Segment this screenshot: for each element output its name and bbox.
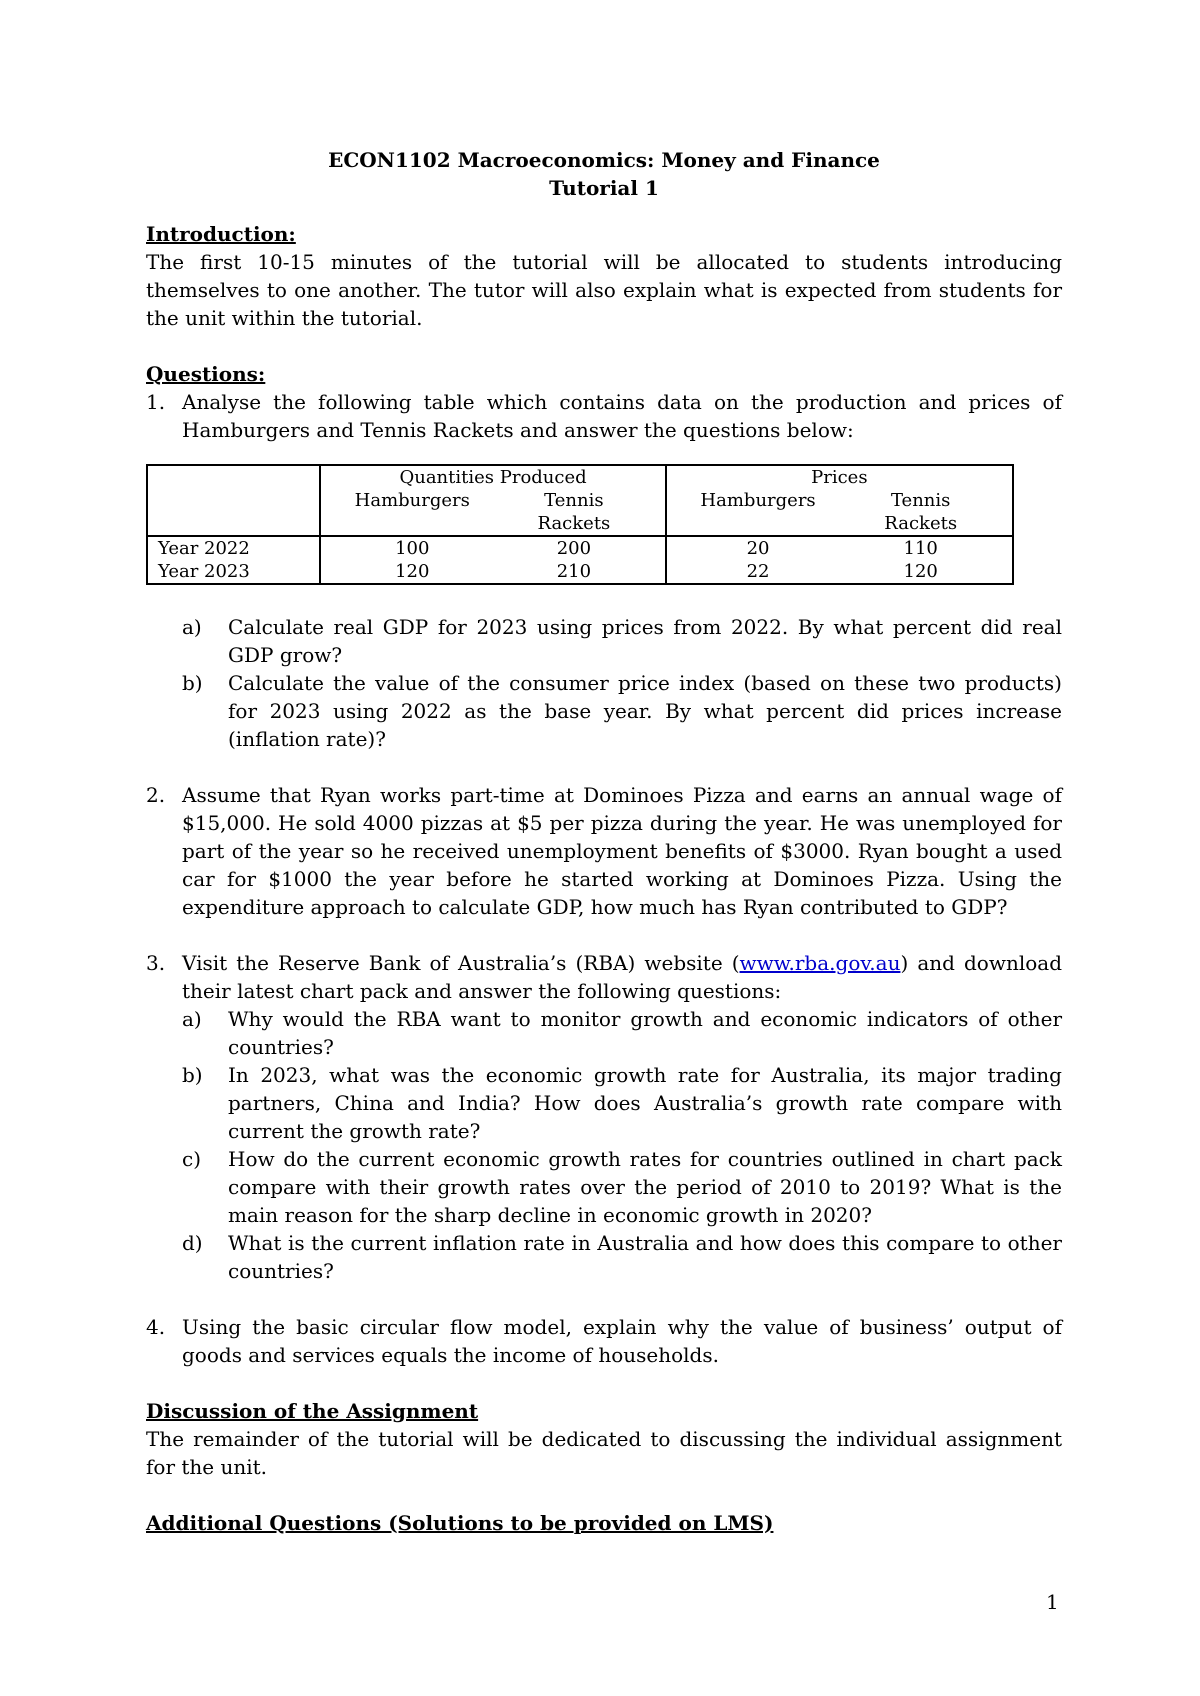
sub-label: a)	[182, 615, 202, 639]
question-text: Using the basic circular flow model, explain why the value of business’ output of goods and services equals the income of households.	[182, 1315, 1062, 1367]
sub-label: a)	[182, 1007, 202, 1031]
qty-hamburgers: 120	[395, 561, 430, 582]
introduction-text: The first 10-15 minutes of the tutorial will be allocated to students introducing themselves to one another. The tutor will also explain what is expected from students for the unit within the tutorial.	[146, 250, 1062, 330]
question-1	[146, 388, 1062, 444]
price-hamburgers: 20	[746, 538, 770, 559]
production-prices-table	[146, 464, 1014, 585]
discussion-heading: Discussion of the Assignment	[146, 1399, 479, 1423]
prices-group-label: Prices	[811, 467, 868, 488]
price-hamburgers: 22	[746, 561, 770, 582]
qty-hamburgers: 100	[395, 538, 430, 559]
price-tennis: 120	[903, 561, 938, 582]
question-text	[182, 949, 1062, 1005]
question-3c	[182, 1145, 1062, 1229]
discussion-text: The remainder of the tutorial will be dedicated to discussing the individual assignment for the unit.	[146, 1427, 1062, 1479]
table-corner-cell	[147, 465, 320, 536]
quantities-tennis-header-l1: Tennis	[544, 490, 604, 511]
question-number: 1.	[146, 390, 166, 414]
prices-hamburgers-header: Hamburgers	[700, 490, 816, 511]
prices-tennis-header-l2: Rackets	[884, 513, 958, 534]
question-4	[146, 1313, 1062, 1369]
introduction-heading: Introduction:	[146, 222, 296, 246]
question-1a	[182, 613, 1062, 669]
sub-question-text: Calculate real GDP for 2023 using prices from 2022. By what percent did real GDP grow?	[228, 615, 1062, 667]
sub-label: c)	[182, 1147, 202, 1171]
quantities-hamburgers-header: Hamburgers	[354, 490, 470, 511]
question-text-part: ) and download their latest chart pack and answer the following questions:	[182, 951, 1062, 1003]
questions-heading: Questions:	[146, 362, 266, 386]
sub-question-text: Why would the RBA want to monitor growth and economic indicators of other countries?	[228, 1007, 1062, 1059]
table-row	[147, 536, 1013, 560]
course-title: ECON1102 Macroeconomics: Money and Finance	[328, 148, 880, 172]
question-text: Assume that Ryan works part-time at Dominoes Pizza and earns an annual wage of $15,000. He sold 4000 pizzas at $5 per pizza during the year. He was unemployed for part of the year so he received unemployment benefits of $3000. Ryan bought a used car for $1000 the year before he started working at Dominoes Pizza. Using the expenditure approach to calculate GDP, how much has Ryan contributed to GDP?	[182, 783, 1062, 919]
page-number: 1	[1046, 1590, 1059, 1614]
question-text-part: Visit the Reserve Bank of Australia’s (RBA) website (	[182, 951, 740, 975]
document-body	[146, 146, 1062, 1537]
sub-label: b)	[182, 671, 203, 695]
row-year: Year 2023	[147, 560, 320, 584]
price-tennis: 110	[903, 538, 938, 559]
table-row	[147, 560, 1013, 584]
sub-label: b)	[182, 1063, 203, 1087]
rba-website-link[interactable]: www.rba.gov.au	[739, 951, 901, 975]
sub-question-text: Calculate the value of the consumer price index (based on these two products) for 2023 using 2022 as the base year. By what percent did prices increase (inflation rate)?	[228, 671, 1062, 751]
quantities-group-label: Quantities Produced	[399, 467, 587, 488]
qty-tennis: 200	[556, 538, 592, 559]
question-3b	[182, 1061, 1062, 1145]
question-2	[146, 781, 1062, 921]
sub-question-text: How do the current economic growth rates for countries outlined in chart pack compare with their growth rates over the period of 2010 to 2019? What is the main reason for the sharp decline in economic growth in 2020?	[228, 1147, 1062, 1227]
quantities-header	[320, 465, 665, 536]
question-number: 3.	[146, 951, 166, 975]
question-3	[146, 949, 1062, 1005]
sub-question-text: What is the current inflation rate in Australia and how does this compare to other countries?	[228, 1231, 1062, 1283]
tutorial-title: Tutorial 1	[549, 176, 659, 200]
sub-label: d)	[182, 1231, 203, 1255]
qty-tennis: 210	[556, 561, 592, 582]
prices-header	[666, 465, 1013, 536]
question-number: 4.	[146, 1315, 166, 1339]
question-3d	[182, 1229, 1062, 1285]
additional-questions-heading: Additional Questions (Solutions to be provided on LMS)	[146, 1511, 774, 1535]
question-number: 2.	[146, 783, 166, 807]
sub-question-text: In 2023, what was the economic growth rate for Australia, its major trading partners, China and India? How does Australia’s growth rate compare with current the growth rate?	[228, 1063, 1062, 1143]
question-text: Analyse the following table which contains data on the production and prices of Hamburgers and Tennis Rackets and answer the questions below:	[182, 390, 1062, 442]
row-year: Year 2022	[147, 536, 320, 560]
quantities-tennis-header-l2: Rackets	[537, 513, 611, 534]
question-3a	[182, 1005, 1062, 1061]
prices-tennis-header-l1: Tennis	[890, 490, 951, 511]
question-1b	[182, 669, 1062, 753]
